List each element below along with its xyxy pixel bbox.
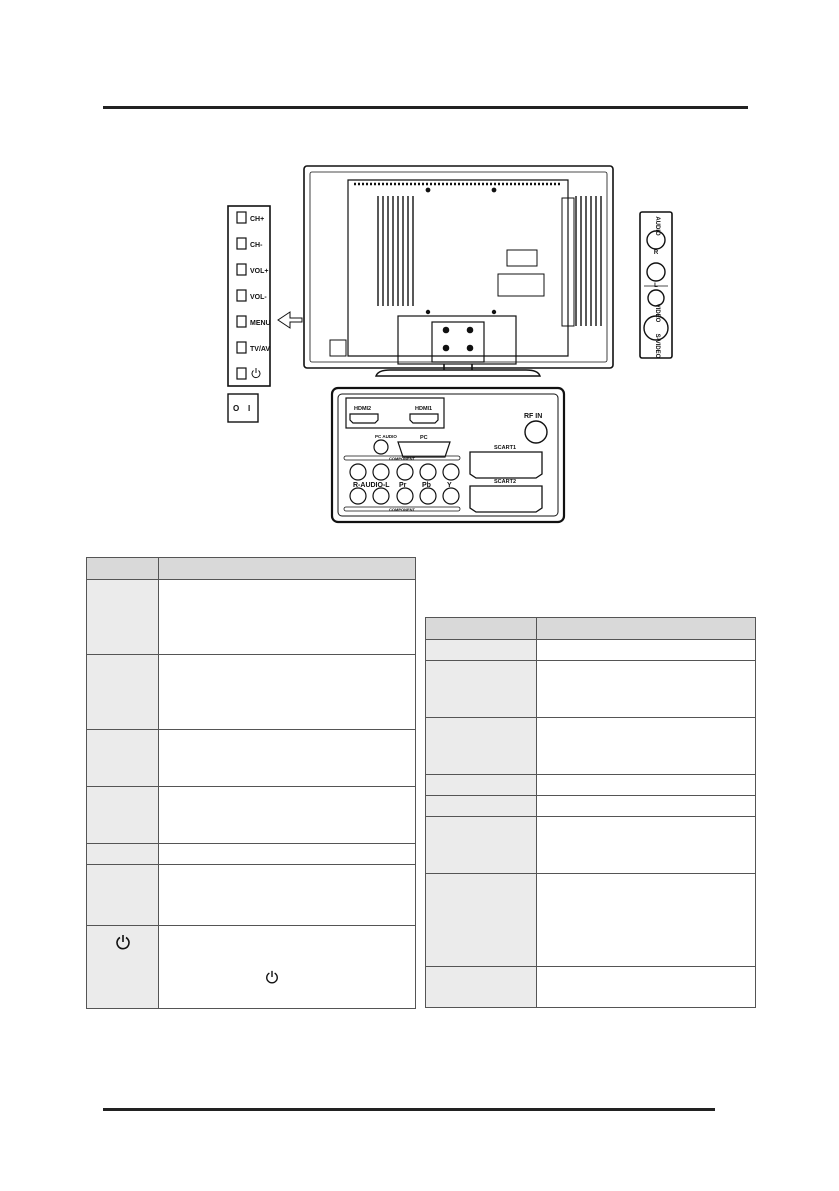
table-row [426, 796, 756, 817]
description-cell [159, 865, 416, 926]
key-cell [426, 718, 537, 775]
key-cell [87, 655, 159, 730]
rf-in-jack [525, 421, 547, 443]
key-cell [87, 844, 159, 865]
key-cell [426, 640, 537, 661]
right-vent [576, 196, 601, 326]
vol-plus-label: VOL+ [250, 268, 269, 275]
table-row [426, 775, 756, 796]
left-vent [378, 196, 413, 306]
key-cell [426, 796, 537, 817]
power-icon [265, 970, 279, 984]
power-switch-off-label: O [233, 404, 240, 413]
description-cell [537, 775, 756, 796]
table-row [426, 817, 756, 874]
table-row [426, 718, 756, 775]
header-cell [159, 558, 416, 580]
side-audio-label: AUDIO [654, 216, 660, 236]
pc-label: PC [420, 435, 428, 441]
hdmi1-label: HDMI1 [415, 406, 433, 412]
component-bottom-label: COMPONENT [389, 507, 415, 512]
description-cell [159, 844, 416, 865]
description-cell [159, 580, 416, 655]
tv-rear-recess [348, 180, 568, 356]
table-row [426, 661, 756, 718]
rf-in-label: RF IN [524, 413, 543, 420]
power-switch-on-label: I [248, 404, 251, 413]
table-row [426, 967, 756, 1008]
audio-l-jack [647, 263, 665, 281]
arrow-icon [278, 312, 302, 328]
r-audio-l-label: R-AUDIO-L [353, 482, 390, 489]
component-top-label: COMPONENT [389, 456, 415, 461]
tv-rear-view-figure [0, 0, 839, 540]
scart1-port [470, 452, 542, 478]
pc-audio-label: PC AUDIO [375, 434, 397, 439]
key-cell [87, 580, 159, 655]
key-cell [87, 787, 159, 844]
hdmi1-port [410, 414, 438, 423]
power-icon [115, 934, 131, 950]
pc-audio-jack [374, 440, 388, 454]
description-cell [159, 730, 416, 787]
description-cell [159, 787, 416, 844]
pb-label: Pb [422, 482, 431, 489]
table-row [87, 580, 416, 655]
description-cell [159, 655, 416, 730]
description-cell [537, 640, 756, 661]
description-cell [537, 796, 756, 817]
power-icon [252, 368, 260, 378]
table-header-row [426, 618, 756, 640]
key-cell [87, 865, 159, 926]
stand-neck [398, 316, 516, 364]
tv-rear-housing [304, 166, 613, 368]
description-cell [537, 967, 756, 1008]
scart1-label: SCART1 [494, 445, 517, 451]
key-cell [426, 874, 537, 967]
hdmi2-label: HDMI2 [354, 406, 372, 412]
connector-function-table [425, 617, 756, 1008]
scart2-label: SCART2 [494, 479, 517, 485]
button-function-table [86, 557, 416, 1009]
ch-plus-label: CH+ [250, 216, 265, 223]
table-row [87, 730, 416, 787]
table-row [87, 865, 416, 926]
menu-label: MENU [250, 320, 271, 327]
description-cell [537, 718, 756, 775]
description-cell [159, 926, 416, 1009]
table-row [87, 844, 416, 865]
key-cell [426, 661, 537, 718]
key-cell [87, 926, 159, 1009]
side-audio-l-label: L [654, 283, 658, 289]
table-row [87, 926, 416, 1009]
io-window [498, 274, 544, 296]
label-plate [507, 250, 537, 266]
key-cell [426, 817, 537, 874]
table-row [426, 874, 756, 967]
pc-vga-port [398, 442, 450, 457]
footer-rule [103, 1108, 715, 1111]
description-cell [537, 874, 756, 967]
key-cell [87, 730, 159, 787]
pr-label: Pr [399, 482, 407, 489]
ch-minus-label: CH- [250, 242, 263, 249]
y-label: Y [447, 482, 452, 489]
key-cell [426, 967, 537, 1008]
table-row [87, 787, 416, 844]
table-row [87, 655, 416, 730]
description-cell [537, 661, 756, 718]
key-cell [426, 775, 537, 796]
side-s-video-label: S-VIDEO [654, 333, 660, 359]
vol-minus-label: VOL- [250, 294, 267, 301]
side-video-label: VIDEO [654, 303, 660, 323]
stand-base [376, 370, 540, 376]
header-cell [87, 558, 159, 580]
header-cell [426, 618, 537, 640]
side-audio-r-label: R [653, 250, 659, 256]
table-row [426, 640, 756, 661]
tv-av-label: TV/AV [250, 346, 271, 353]
header-cell [537, 618, 756, 640]
description-cell [537, 817, 756, 874]
table-header-row [87, 558, 416, 580]
hdmi2-port [350, 414, 378, 423]
scart2-port [470, 486, 542, 512]
